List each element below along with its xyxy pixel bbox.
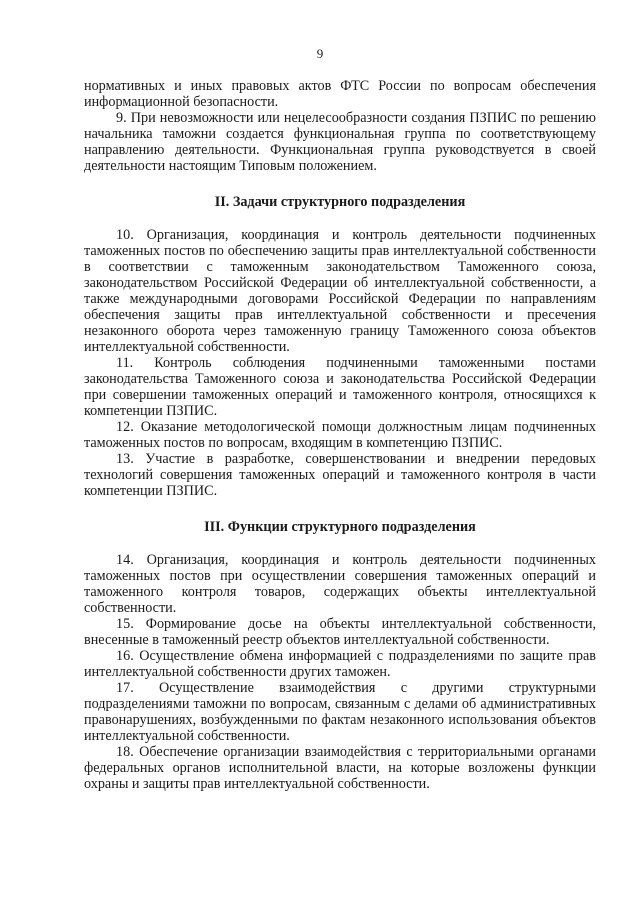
paragraph-continuation: нормативных и иных правовых актов ФТС России по вопросам обеспечения информационной безопасности. (84, 78, 596, 110)
section-heading-functions: III. Функции структурного подразделения (204, 519, 476, 535)
section-heading-tasks: II. Задачи структурного подразделения (214, 194, 466, 210)
paragraph-16: 16. Осуществление обмена информацией с подразделениями по защите прав интеллектуальной собственности других таможен. (84, 648, 596, 680)
page-number: 9 (316, 46, 324, 61)
paragraph-9: 9. При невозможности или нецелесообразности создания ПЗПИС по решению начальника таможни создается функциональная группа по соответствующему направлению деятельности. Функциональная группа руководствуется в своей деятельности настоящим Типовым положением. (84, 110, 596, 174)
paragraph-11: 11. Контроль соблюдения подчиненными таможенными постами законодательства Таможенного союза и законодательства Российской Федерации при совершении таможенных операций и таможенного контроля, относящихся к компетенции ПЗПИС. (84, 355, 596, 419)
paragraph-15: 15. Формирование досье на объекты интеллектуальной собственности, внесенные в таможенный реестр объектов интеллектуальной собственности. (84, 616, 596, 648)
paragraph-14: 14. Организация, координация и контроль деятельности подчиненных таможенных постов при осуществлении совершения таможенных операций и таможенного контроля товаров, содержащих объекты интеллектуальной собственности. (84, 552, 596, 616)
paragraph-13: 13. Участие в разработке, совершенствовании и внедрении передовых технологий совершения таможенных операций и таможенного контроля в части компетенции ПЗПИС. (84, 451, 596, 499)
paragraph-17: 17. Осуществление взаимодействия с другими структурными подразделениями таможни по вопросам, связанным с делами об административных правонарушениях, возбужденными по фактам незаконного использования объектов интеллектуальной собственности. (84, 680, 596, 744)
paragraph-10: 10. Организация, координация и контроль деятельности подчиненных таможенных постов по обеспечению защиты прав интеллектуальной собственности в соответствии с таможенным законодательством Таможенного союза, законодательством Российской Федерации об интеллектуальной собственности, а также международными договорами Российской Федерации по направлениям обеспечения защиты прав интеллектуальной собственности и пресечения незаконного оборота через таможенную границу Таможенного союза объектов интеллектуальной собственности. (84, 227, 596, 355)
document-body (84, 78, 596, 792)
paragraph-18: 18. Обеспечение организации взаимодействия с территориальными органами федеральных органов исполнительной власти, на которые возложены функции охраны и защиты прав интеллектуальной собственности. (84, 744, 596, 792)
paragraph-12: 12. Оказание методологической помощи должностным лицам подчиненных таможенных постов по вопросам, входящим в компетенцию ПЗПИС. (84, 419, 596, 451)
